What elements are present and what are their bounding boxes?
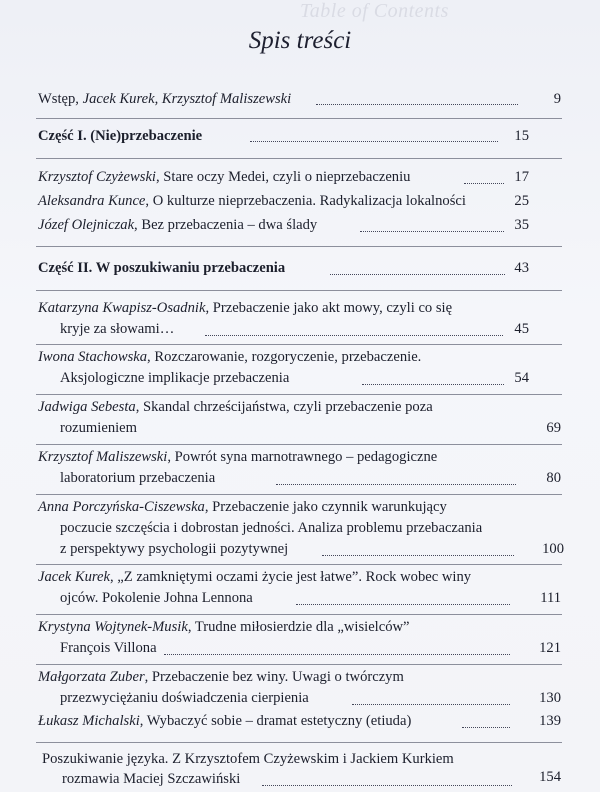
divider bbox=[36, 118, 562, 119]
page-number: 130 bbox=[539, 690, 561, 706]
page-number: 17 bbox=[514, 169, 529, 185]
toc-entry[interactable]: Krystyna Wojtynek-Musik, Trudne miłosierdzie dla „wisielców” bbox=[38, 619, 410, 635]
page-title: Spis treści bbox=[248, 27, 352, 54]
bleed-through-text: Table of Contents bbox=[300, 0, 449, 22]
divider bbox=[36, 394, 562, 395]
leader-dots bbox=[262, 785, 512, 786]
leader-dots bbox=[352, 704, 510, 705]
divider bbox=[36, 344, 562, 345]
toc-entry-continuation: rozumieniem bbox=[60, 420, 137, 436]
toc-author: Katarzyna Kwapisz-Osadnik bbox=[38, 300, 206, 316]
leader-dots bbox=[276, 484, 516, 485]
divider bbox=[36, 158, 562, 159]
toc-entry[interactable]: Jadwiga Sebesta, Skandal chrześcijaństwa, czyli przebaczenie poza bbox=[38, 399, 433, 415]
toc-author: Łukasz Michalski bbox=[38, 713, 140, 729]
leader-dots bbox=[360, 231, 504, 232]
page-number: 69 bbox=[546, 420, 561, 436]
leader-dots bbox=[316, 104, 518, 105]
page-number: 9 bbox=[553, 91, 561, 107]
page-number: 80 bbox=[546, 470, 561, 486]
toc-entry[interactable]: Krzysztof Maliszewski, Powrót syna marnotrawnego – pedagogiczne bbox=[38, 449, 438, 465]
toc-author: Anna Porczyńska-Ciszewska bbox=[38, 499, 205, 515]
toc-entry-intro[interactable]: Wstęp, Jacek Kurek, Krzysztof Maliszewski bbox=[38, 91, 292, 107]
toc-entry[interactable]: Iwona Stachowska, Rozczarowanie, rozgoryczenie, przebaczenie. bbox=[38, 349, 422, 365]
page-number: 15 bbox=[514, 128, 529, 144]
divider bbox=[36, 664, 562, 665]
toc-author: Jacek Kurek bbox=[38, 569, 110, 585]
toc-entry[interactable]: Łukasz Michalski, Wybaczyć sobie – dramat estetyczny (etiuda) bbox=[38, 713, 412, 729]
leader-dots bbox=[322, 555, 514, 556]
page-number: 45 bbox=[514, 321, 529, 337]
leader-dots bbox=[296, 604, 510, 605]
toc-part-2[interactable]: Część II. W poszukiwaniu przebaczenia bbox=[38, 260, 286, 276]
toc-entry-continuation: laboratorium przebaczenia bbox=[60, 470, 216, 486]
toc-entry-continuation: rozmawia Maciej Szczawiński bbox=[62, 771, 241, 787]
toc-entry-continuation: ojców. Pokolenie Johna Lennona bbox=[60, 590, 253, 606]
toc-author: Małgorzata Zuber bbox=[38, 669, 145, 685]
leader-dots bbox=[164, 654, 510, 655]
toc-entry-continuation: François Villona bbox=[60, 640, 157, 656]
toc-author: Krzysztof Maliszewski bbox=[38, 449, 168, 465]
toc-author: Aleksandra Kunce bbox=[38, 193, 146, 209]
page-number: 43 bbox=[514, 260, 529, 276]
toc-entry[interactable]: Jacek Kurek, „Z zamkniętymi oczami życie jest łatwe”. Rock wobec winy bbox=[38, 569, 472, 585]
page-number: 121 bbox=[539, 640, 561, 656]
leader-dots bbox=[205, 335, 503, 336]
divider bbox=[36, 564, 562, 565]
page-number: 100 bbox=[542, 541, 564, 557]
page-number: 154 bbox=[539, 769, 561, 785]
divider bbox=[36, 444, 562, 445]
toc-authors: Jacek Kurek, Krzysztof Maliszewski bbox=[82, 91, 292, 107]
divider bbox=[36, 494, 562, 495]
toc-entry-continuation: z perspektywy psychologii pozytywnej bbox=[60, 541, 289, 557]
toc-author: Iwona Stachowska bbox=[38, 349, 148, 365]
page-number: 35 bbox=[514, 217, 529, 233]
page-number: 54 bbox=[514, 370, 529, 386]
page-number: 25 bbox=[514, 193, 529, 209]
toc-entry-continuation: Aksjologiczne implikacje przebaczenia bbox=[60, 370, 290, 386]
divider bbox=[36, 290, 562, 291]
toc-entry[interactable]: Katarzyna Kwapisz-Osadnik, Przebaczenie jako akt mowy, czyli co się bbox=[38, 300, 453, 316]
toc-entry-continuation: poczucie szczęścia i dobrostan jedności. Analiza problemu przebaczania bbox=[60, 520, 483, 536]
toc-entry[interactable]: Małgorzata Zuber, Przebaczenie bez winy. Uwagi o twórczym bbox=[38, 669, 404, 685]
toc-entry[interactable]: Poszukiwanie języka. Z Krzysztofem Czyżewskim i Jackiem Kurkiem bbox=[42, 751, 454, 767]
page-number: 139 bbox=[539, 713, 561, 729]
divider bbox=[36, 742, 562, 743]
page-number: 111 bbox=[540, 590, 561, 606]
toc-entry[interactable]: Aleksandra Kunce, O kulturze nieprzebaczenia. Radykalizacja lokalności bbox=[38, 193, 466, 209]
toc-entry-continuation: kryje za słowami… bbox=[60, 321, 175, 337]
toc-entry[interactable]: Józef Olejniczak, Bez przebaczenia – dwa ślady bbox=[38, 217, 318, 233]
toc-author: Krzysztof Czyżewski bbox=[38, 169, 156, 185]
toc-entry[interactable]: Krzysztof Czyżewski, Stare oczy Medei, czyli o nieprzebaczeniu bbox=[38, 169, 411, 185]
divider bbox=[36, 614, 562, 615]
toc-part-1[interactable]: Część I. (Nie)przebaczenie bbox=[38, 128, 203, 144]
divider bbox=[36, 246, 562, 247]
toc-author: Józef Olejniczak bbox=[38, 217, 135, 233]
leader-dots bbox=[330, 274, 505, 275]
toc-author: Krystyna Wojtynek-Musik bbox=[38, 619, 188, 635]
leader-dots bbox=[362, 384, 504, 385]
toc-entry-continuation: przezwyciężaniu doświadczenia cierpienia bbox=[60, 690, 309, 706]
toc-author: Jadwiga Sebesta bbox=[38, 399, 136, 415]
leader-dots bbox=[250, 141, 498, 142]
leader-dots bbox=[462, 727, 510, 728]
toc-entry[interactable]: Anna Porczyńska-Ciszewska, Przebaczenie jako czynnik warunkujący bbox=[38, 499, 447, 515]
